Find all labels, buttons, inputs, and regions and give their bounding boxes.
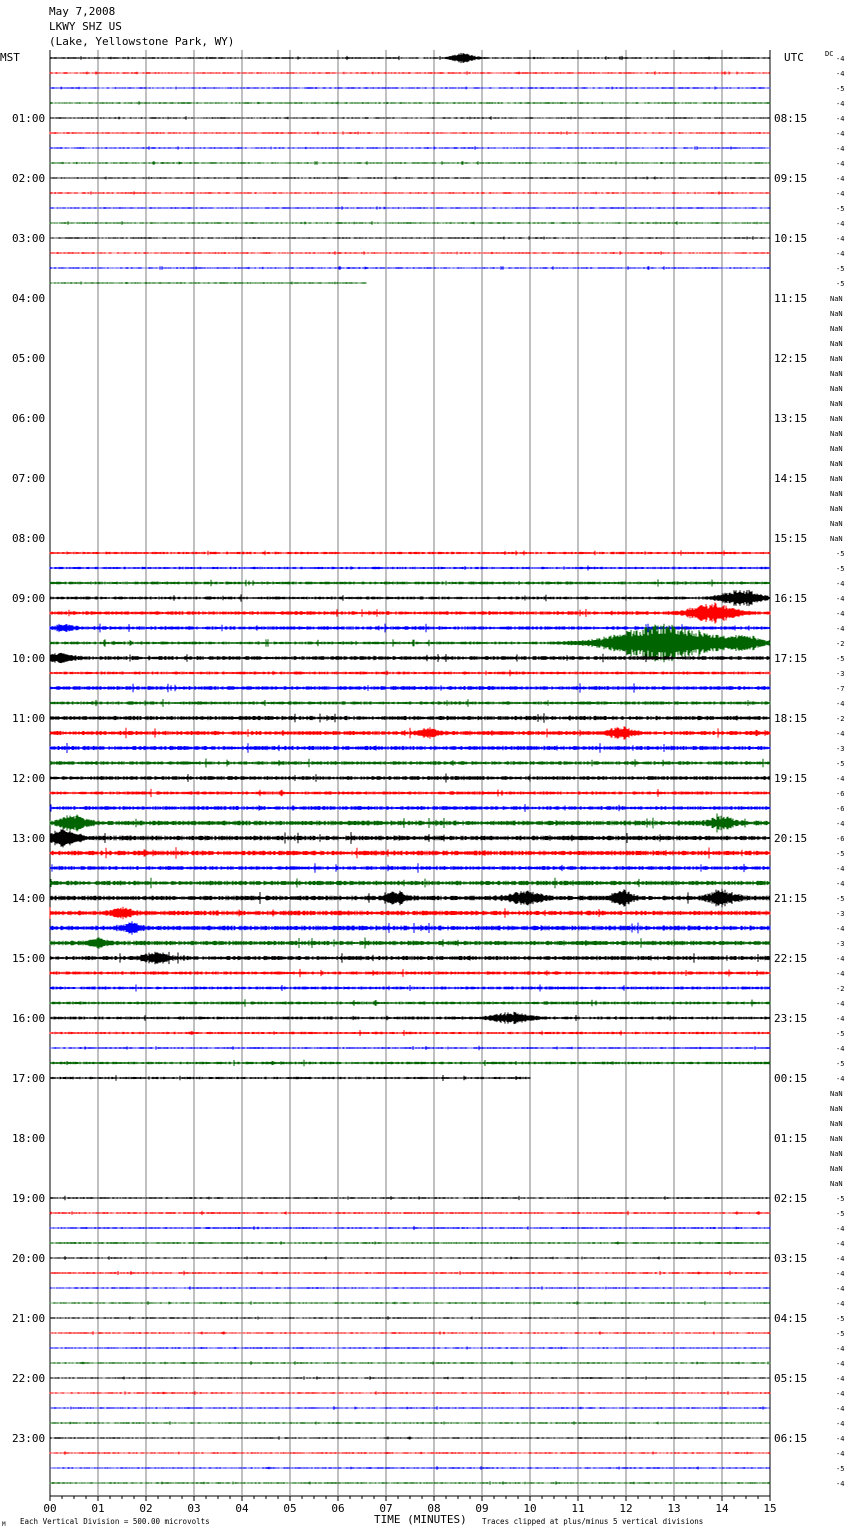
x-tick-label: 01 <box>91 1502 105 1515</box>
right-hour-label: 22:15 <box>774 952 808 965</box>
header-station: LKWY SHZ US <box>49 20 122 33</box>
trace-green <box>50 814 770 833</box>
trace-red <box>50 789 770 797</box>
trace-value-label: -4 <box>836 1000 845 1008</box>
x-tick-label: 11 <box>571 1502 585 1515</box>
trace-blue <box>50 566 770 571</box>
trace-value-label: -4 <box>836 190 845 198</box>
trace-black <box>50 1376 770 1380</box>
right-hour-label: 21:15 <box>774 892 808 905</box>
trace-red <box>50 1451 770 1455</box>
trace-value-label: -3 <box>836 940 845 948</box>
trace-value-label: -6 <box>836 790 845 798</box>
trace-blue <box>50 1046 770 1050</box>
x-tick-label: 08 <box>427 1502 441 1515</box>
trace-green <box>50 1361 770 1365</box>
trace-blue <box>50 1466 770 1470</box>
trace-value-label: NaN <box>830 340 843 348</box>
left-hour-label: 02:00 <box>12 172 46 185</box>
right-hour-label: 09:15 <box>774 172 808 185</box>
trace-green <box>50 282 366 285</box>
right-hour-label: 13:15 <box>774 412 808 425</box>
trace-value-label: NaN <box>830 310 843 318</box>
trace-blue <box>50 743 770 753</box>
left-hour-label: 17:00 <box>12 1072 46 1085</box>
trace-value-label: -4 <box>836 820 845 828</box>
right-hour-label: 17:15 <box>774 652 808 665</box>
right-hour-label: 16:15 <box>774 592 808 605</box>
trace-blue <box>50 206 770 209</box>
trace-value-label: -4 <box>836 1240 845 1248</box>
trace-value-label: NaN <box>830 1120 843 1128</box>
trace-value-label: -5 <box>836 1330 845 1338</box>
x-axis-label: TIME (MINUTES) <box>374 1513 467 1526</box>
footer-scale-note: Each Vertical Division = 500.00 microvolts <box>20 1517 210 1526</box>
x-tick-label: 03 <box>187 1502 201 1515</box>
left-hour-label: 20:00 <box>12 1252 46 1265</box>
trace-value-label: -4 <box>836 1390 845 1398</box>
trace-value-label: NaN <box>830 490 843 498</box>
right-hour-label: 03:15 <box>774 1252 808 1265</box>
trace-value-label: NaN <box>830 385 843 393</box>
left-hour-label: 14:00 <box>12 892 46 905</box>
trace-red <box>50 847 770 858</box>
left-hour-label: 11:00 <box>12 712 46 725</box>
left-hour-label: 06:00 <box>12 412 46 425</box>
trace-red <box>50 550 770 555</box>
x-tick-label: 00 <box>43 1502 57 1515</box>
trace-green <box>50 161 770 165</box>
trace-red <box>50 1391 770 1395</box>
trace-green <box>50 579 770 586</box>
trace-red <box>50 907 770 920</box>
trace-value-label: -4 <box>836 235 845 243</box>
trace-value-label: -5 <box>836 850 845 858</box>
left-hour-label: 19:00 <box>12 1192 46 1205</box>
trace-value-label: -4 <box>836 145 845 153</box>
left-hour-label: 18:00 <box>12 1132 46 1145</box>
trace-value-label: -4 <box>836 220 845 228</box>
left-hour-label: 13:00 <box>12 832 46 845</box>
left-hour-label: 09:00 <box>12 592 46 605</box>
trace-value-label: NaN <box>830 400 843 408</box>
trace-green <box>50 1301 770 1305</box>
trace-value-label: -5 <box>836 1195 845 1203</box>
trace-value-label: -4 <box>836 1225 845 1233</box>
trace-blue <box>50 985 770 992</box>
trace-black <box>50 590 770 606</box>
trace-value-label: -4 <box>836 625 845 633</box>
trace-value-label: NaN <box>830 430 843 438</box>
header-date: May 7,2008 <box>49 5 116 18</box>
trace-green <box>50 937 770 948</box>
right-hour-label: 00:15 <box>774 1072 808 1085</box>
left-hour-label: 03:00 <box>12 232 46 245</box>
trace-value-label: NaN <box>830 445 843 453</box>
trace-value-label: NaN <box>830 475 843 483</box>
left-hour-label: 08:00 <box>12 532 46 545</box>
left-hour-label: 10:00 <box>12 652 46 665</box>
right-hour-label: 05:15 <box>774 1372 808 1385</box>
trace-value-label: -3 <box>836 670 845 678</box>
trace-value-label: -5 <box>836 1030 845 1038</box>
trace-value-label: -4 <box>836 1450 845 1458</box>
trace-red <box>50 131 770 134</box>
x-tick-label: 04 <box>235 1502 249 1515</box>
trace-value-label: NaN <box>830 505 843 513</box>
trace-blue <box>50 863 770 873</box>
x-tick-label: 15 <box>763 1502 777 1515</box>
x-tick-label: 06 <box>331 1502 345 1515</box>
right-hour-label: 15:15 <box>774 532 808 545</box>
trace-value-label: NaN <box>830 1180 843 1188</box>
trace-value-label: -4 <box>836 955 845 963</box>
trace-value-label: -4 <box>836 700 845 708</box>
trace-value-label: NaN <box>830 1135 843 1143</box>
trace-green <box>50 759 770 768</box>
trace-value-label: -4 <box>836 1075 845 1083</box>
trace-black <box>50 1012 770 1024</box>
trace-red <box>50 1331 770 1335</box>
trace-red <box>50 969 770 977</box>
trace-black <box>50 1196 770 1200</box>
trace-value-label: -4 <box>836 610 845 618</box>
left-hour-label: 05:00 <box>12 352 46 365</box>
trace-green <box>50 1421 770 1424</box>
trace-value-label: -3 <box>836 910 845 918</box>
trace-value-label: -4 <box>836 1480 845 1488</box>
trace-red <box>50 726 770 739</box>
trace-green <box>50 699 770 707</box>
trace-value-label: -4 <box>836 1435 845 1443</box>
left-hour-label: 22:00 <box>12 1372 46 1385</box>
trace-value-label: -4 <box>836 730 845 738</box>
trace-green <box>50 878 770 888</box>
x-tick-label: 10 <box>523 1502 537 1515</box>
trace-value-label: -4 <box>836 1360 845 1368</box>
trace-value-label: -4 <box>836 250 845 258</box>
trace-value-label: -4 <box>836 55 845 63</box>
trace-value-label: -4 <box>836 1015 845 1023</box>
trace-black <box>50 236 770 239</box>
trace-blue <box>50 921 770 934</box>
left-hour-label: 12:00 <box>12 772 46 785</box>
trace-value-label: -4 <box>836 115 845 123</box>
left-hour-label: 04:00 <box>12 292 46 305</box>
label-layer <box>12 55 844 1515</box>
trace-black <box>50 653 770 663</box>
trace-value-label: -4 <box>836 1420 845 1428</box>
trace-red <box>50 603 770 624</box>
trace-value-label: -4 <box>836 1375 845 1383</box>
trace-value-label: NaN <box>830 1165 843 1173</box>
trace-value-label: -7 <box>836 685 845 693</box>
trace-value-label: -4 <box>836 1255 845 1263</box>
trace-black <box>50 713 770 722</box>
trace-value-label: -4 <box>836 580 845 588</box>
trace-value-label: -4 <box>836 775 845 783</box>
left-hour-label: 07:00 <box>12 472 46 485</box>
trace-value-label: -4 <box>836 865 845 873</box>
right-hour-label: 20:15 <box>774 832 808 845</box>
trace-green <box>50 1481 770 1485</box>
trace-value-label: -2 <box>836 640 845 648</box>
trace-value-label: -5 <box>836 1465 845 1473</box>
trace-blue <box>50 1226 770 1230</box>
trace-red <box>50 191 770 194</box>
trace-value-label: -4 <box>836 1285 845 1293</box>
right-hour-label: 12:15 <box>774 352 808 365</box>
trace-red <box>50 251 770 255</box>
right-hour-label: 08:15 <box>774 112 808 125</box>
trace-black <box>50 774 770 783</box>
trace-value-label: -6 <box>836 835 845 843</box>
trace-value-label: -4 <box>836 1345 845 1353</box>
trace-value-label: NaN <box>830 1150 843 1158</box>
trace-value-label: -5 <box>836 85 845 93</box>
left-hour-label: 21:00 <box>12 1312 46 1325</box>
corner-mark: M <box>2 1521 6 1528</box>
trace-black <box>50 1316 770 1319</box>
trace-value-label: -5 <box>836 895 845 903</box>
trace-black <box>50 829 770 848</box>
trace-blue <box>50 266 770 270</box>
right-hour-label: 10:15 <box>774 232 808 245</box>
right-hour-label: 18:15 <box>774 712 808 725</box>
trace-value-label: NaN <box>830 355 843 363</box>
trace-value-label: -4 <box>836 160 845 168</box>
trace-blue <box>50 87 770 90</box>
trace-value-label: -4 <box>836 130 845 138</box>
header-location: (Lake, Yellowstone Park, WY) <box>49 35 235 48</box>
trace-green <box>50 1241 770 1245</box>
trace-value-label: NaN <box>830 370 843 378</box>
trace-value-label: NaN <box>830 460 843 468</box>
trace-value-label: -3 <box>836 745 845 753</box>
x-tick-label: 14 <box>715 1502 729 1515</box>
right-hour-label: 14:15 <box>774 472 808 485</box>
x-tick-label: 07 <box>379 1502 393 1515</box>
trace-layer <box>50 53 770 1485</box>
x-tick-label: 05 <box>283 1502 297 1515</box>
trace-black <box>50 116 770 120</box>
trace-value-label: NaN <box>830 1105 843 1113</box>
trace-black <box>50 53 770 63</box>
trace-value-label: -5 <box>836 1210 845 1218</box>
right-hour-label: 01:15 <box>774 1132 808 1145</box>
trace-value-label: -4 <box>836 970 845 978</box>
trace-value-label: -4 <box>836 1405 845 1413</box>
x-tick-label: 12 <box>619 1502 633 1515</box>
right-hour-label: 19:15 <box>774 772 808 785</box>
trace-green <box>50 624 770 662</box>
trace-value-label: -4 <box>836 70 845 78</box>
trace-value-label: -5 <box>836 565 845 573</box>
trace-green <box>50 221 770 225</box>
trace-red <box>50 1030 770 1036</box>
trace-value-label: NaN <box>830 535 843 543</box>
trace-black <box>50 1256 770 1260</box>
trace-black <box>50 1436 770 1440</box>
trace-blue <box>50 804 770 812</box>
x-tick-label: 02 <box>139 1502 153 1515</box>
trace-value-label: -4 <box>836 1300 845 1308</box>
left-timezone-label: MST <box>0 51 20 64</box>
trace-value-label: -4 <box>836 595 845 603</box>
x-tick-label: 09 <box>475 1502 489 1515</box>
trace-value-label: -5 <box>836 1060 845 1068</box>
trace-value-label: -4 <box>836 1045 845 1053</box>
right-top-code: DC <box>825 50 834 58</box>
trace-value-label: -4 <box>836 1270 845 1278</box>
trace-value-label: -2 <box>836 985 845 993</box>
trace-blue <box>50 1406 770 1410</box>
trace-value-label: -5 <box>836 655 845 663</box>
trace-green <box>50 101 770 105</box>
trace-green <box>50 1060 770 1066</box>
trace-blue <box>50 683 770 692</box>
right-hour-label: 04:15 <box>774 1312 808 1325</box>
trace-value-label: -5 <box>836 280 845 288</box>
trace-value-label: -5 <box>836 205 845 213</box>
trace-value-label: -5 <box>836 550 845 558</box>
trace-value-label: -5 <box>836 265 845 273</box>
trace-blue <box>50 146 770 150</box>
trace-value-label: NaN <box>830 295 843 303</box>
left-hour-label: 01:00 <box>12 112 46 125</box>
trace-value-label: -4 <box>836 925 845 933</box>
trace-black <box>50 177 770 180</box>
x-tick-label: 13 <box>667 1502 681 1515</box>
right-hour-label: 11:15 <box>774 292 808 305</box>
trace-red <box>50 71 770 75</box>
left-hour-label: 15:00 <box>12 952 46 965</box>
trace-blue <box>50 1347 770 1350</box>
trace-value-label: NaN <box>830 325 843 333</box>
trace-black <box>50 952 770 964</box>
trace-red <box>50 1211 770 1215</box>
right-hour-label: 02:15 <box>774 1192 808 1205</box>
trace-value-label: NaN <box>830 520 843 528</box>
trace-value-label: -6 <box>836 805 845 813</box>
trace-value-label: -4 <box>836 880 845 888</box>
right-timezone-label: UTC <box>784 51 804 64</box>
trace-blue <box>50 1286 770 1289</box>
trace-blue <box>50 624 770 633</box>
trace-value-label: -5 <box>836 1315 845 1323</box>
trace-value-label: NaN <box>830 1090 843 1098</box>
trace-red <box>50 670 770 676</box>
right-hour-label: 23:15 <box>774 1012 808 1025</box>
right-hour-label: 06:15 <box>774 1432 808 1445</box>
left-hour-label: 23:00 <box>12 1432 46 1445</box>
trace-red <box>50 1271 770 1275</box>
trace-value-label: -4 <box>836 100 845 108</box>
trace-green <box>50 999 770 1006</box>
left-hour-label: 16:00 <box>12 1012 46 1025</box>
trace-value-label: -2 <box>836 715 845 723</box>
trace-value-label: NaN <box>830 415 843 423</box>
footer-clip-note: Traces clipped at plus/minus 5 vertical divisions <box>482 1517 704 1526</box>
trace-value-label: -5 <box>836 760 845 768</box>
trace-black <box>50 889 770 908</box>
trace-value-label: -4 <box>836 175 845 183</box>
